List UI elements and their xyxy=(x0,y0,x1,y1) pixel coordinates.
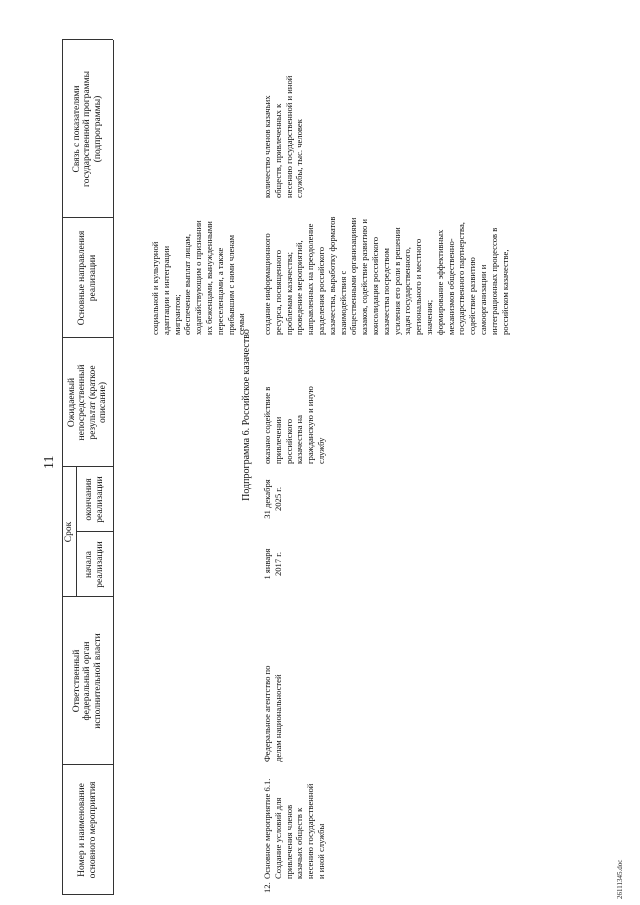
row-measure-name: Основное мероприятие 6.1. Создание условий для привлечения членов казачьих обществ к несению государственной и иной службы xyxy=(262,778,326,879)
header-indicators-link: Связь с показателями государственной программы (подпрограммы) xyxy=(71,71,103,187)
header-start: начала реализации xyxy=(84,541,105,588)
row-main-directions: создание информационного ресурса, посвященного проблемам казачества; проведение мероприятий, направленных на преодоление разделения российского казачества, выработку форматов взаимодействия с общественными организациями казаков, содействие развитию и консолидация российского казачества посредством усиления его роли в решении задач государственного, регионального и местного значения; формирование эффективных механизмов общественно- государственного партнерства, содействие развитию самоорганизации и интеграционных процессов в российском казачестве, xyxy=(262,216,510,335)
row-end-date: 31 декабря 2025 г. xyxy=(262,479,283,519)
continuation-directions: социальной и культурной адаптации и интеграции мигрантов; обеспечение выплат лицам, ходатайствующим о признании их беженцами, вынужденными переселенцами, а также прибывшим с ними членам семьи xyxy=(150,220,247,335)
header-bottom-border xyxy=(113,40,114,895)
header-responsible-agency: Ответственный федеральный орган исполнительной власти xyxy=(71,633,103,729)
row-indicators: количество членов казачьих обществ, привлеченных к несению государственной и иной службы, тыс. человек xyxy=(262,75,305,198)
page-number: 11 xyxy=(42,455,57,469)
header-number-name: Номер и наименование основного мероприятия xyxy=(77,781,98,879)
header-expected-result: Ожидаемый непосредственный результат (краткое описание) xyxy=(66,364,108,441)
header-term: Срок xyxy=(63,521,74,543)
header-end: окончания реализации xyxy=(84,476,105,523)
row-expected-result: оказано содействие в привлечении российского казачества на гражданскую и иную службу xyxy=(262,386,326,464)
row-start-date: 1 января 2017 г. xyxy=(262,548,283,580)
footer-filename: 26111345.doc xyxy=(616,859,624,899)
row-number: 12. xyxy=(262,882,272,893)
row-agency: Федеральное агентство по делам национальностей xyxy=(262,665,283,762)
header-main-directions: Основные направления реализации xyxy=(77,230,98,326)
subprogram-title: Подпрограмма 6. Российское казачество xyxy=(241,329,252,501)
